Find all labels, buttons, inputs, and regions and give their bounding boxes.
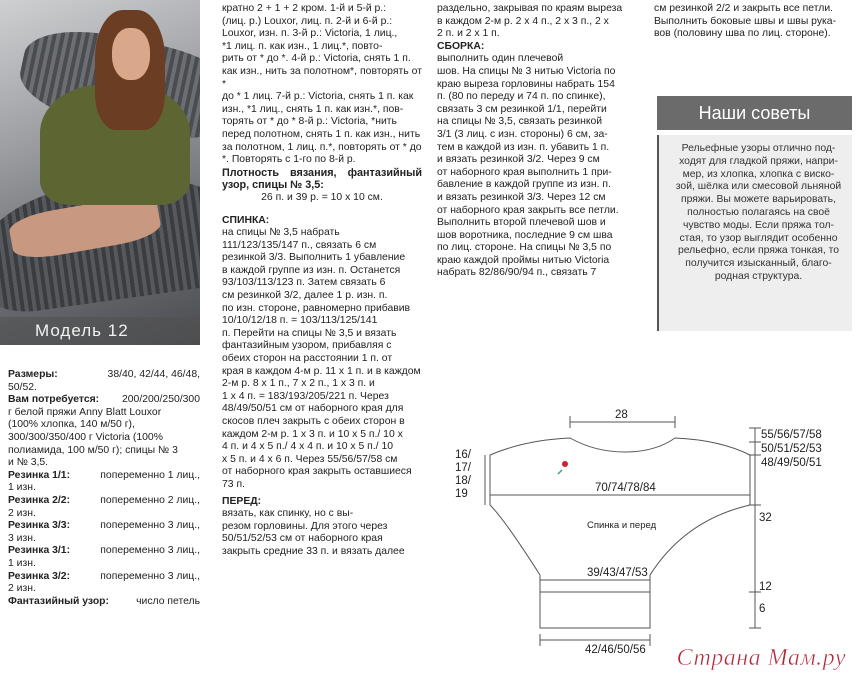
text-line: резинкой 3/3. Выполнить 1 убавление: [222, 252, 406, 264]
rib-cont: 3 изн.: [8, 532, 36, 544]
text-line: обеих сторон на расстоянии 1 п. от: [222, 353, 393, 365]
sizes-value-cont: 50/52.: [8, 381, 37, 393]
text-line: в каждой группе из изн. п. Останется: [222, 264, 401, 276]
rib-cont: 1 изн.: [8, 482, 36, 494]
dim-height-32: 32: [759, 512, 772, 524]
text-line: 10/10/12/18 п. = 103/113/125/141: [222, 315, 378, 327]
back-lines: [222, 227, 422, 491]
tips-box: [657, 135, 852, 331]
text-line: (лиц. р.) Louxor, лиц. п. 2-й и 6-й р.:: [222, 15, 393, 27]
text-line: на спицы № 3,5 набрать: [222, 227, 340, 239]
dim-left-2: 17/: [455, 462, 471, 474]
tip-line: родная структура.: [714, 270, 803, 282]
sizes-value: 38/40, 42/44, 46/48,: [107, 369, 200, 380]
text-line: Выполнить боковые швы и швы рука-: [654, 15, 837, 27]
text-line: от наборного края закрыть все петли.: [437, 204, 619, 216]
text-line: от наборного края выполнить 1 при-: [437, 166, 612, 178]
rib-label: Резинка 3/3:: [8, 520, 71, 532]
text-line: выполнить один плечевой: [437, 53, 564, 65]
pattern-label: Фантазийный узор:: [8, 595, 109, 607]
rib-text: попеременно 3 лиц.,: [100, 520, 200, 532]
tip-line: ходят для гладкой пряжи, напри-: [679, 155, 838, 167]
text-line: см резинкой 2/2 и закрыть все петли.: [654, 3, 834, 14]
rib-text: попеременно 3 лиц.,: [100, 570, 200, 582]
rib-text: попеременно 1 лиц.,: [100, 469, 200, 481]
finish-lines: [654, 3, 854, 41]
pattern-row: [8, 596, 200, 609]
text-line: 50/51/52/53 см от наборного края: [222, 533, 383, 545]
rib-row: [8, 470, 200, 483]
dim-width-lower: 39/43/47/53: [587, 567, 648, 579]
need-line: полиамида, 100 м/50 г); спицы № 3: [8, 444, 178, 456]
tips-lines: [673, 143, 844, 284]
text-line: от наборного края закрыть оставшиеся: [222, 466, 412, 478]
text-line: на спицы № 3,5, связать резинкой: [437, 116, 603, 128]
tip-line: рельефно, если пряжа тонкая, то: [677, 245, 840, 257]
text-line: фантазийным узором, прибавляя с: [222, 340, 392, 352]
text-line: п. (80 по переду и 74 п. по спинке),: [437, 91, 606, 103]
dim-right-3: 48/49/50/51: [761, 457, 822, 469]
column-pattern-back: [222, 3, 422, 559]
dim-left-4: 19: [455, 488, 468, 500]
text-line: 2 п. и 2 х 1 п.: [437, 28, 500, 40]
site-logo: [677, 645, 846, 672]
model-photo: [0, 0, 200, 345]
density-label: Плотность вязания, фантазийный узор, спицы № 3,5:: [222, 166, 422, 192]
text-line: по изн. стороне, равномерно прибавив: [222, 302, 411, 314]
dim-left-1: 16/: [455, 449, 471, 461]
dim-neck: 28: [615, 409, 628, 421]
text-line: каждом 2-м р. 1 х 3 п. и 10 х 5 п./ 10 х: [222, 428, 403, 440]
text-line: набрать 82/86/90/94 п., связать 7: [437, 267, 597, 279]
rib-cont: 2 изн.: [8, 583, 36, 595]
assembly-label: СБОРКА:: [437, 40, 485, 52]
text-line: и вязать резинкой 3/3. Через 12 см: [437, 191, 606, 203]
pattern-lines: [222, 3, 422, 167]
rib-text: попеременно 3 лиц.,: [100, 545, 200, 557]
text-line: вязать, как спинку, но с вы-: [222, 508, 354, 520]
text-line: 48/49/50/51 см от наборного края для: [222, 403, 404, 415]
text-line: тем в каждой из изн. п. убавить 1 п.: [437, 141, 610, 153]
front-cont-lines: [437, 3, 642, 41]
schematic-diagram: [445, 400, 860, 680]
piece-label: Спинка и перед: [587, 520, 657, 531]
rib-label: Резинка 3/1:: [8, 545, 71, 557]
tip-line: полностью полагаясь на своё: [687, 206, 830, 218]
text-line: 2-м р. 8 х 1 п., 7 х 2 п., 1 х 3 п. и: [222, 378, 375, 390]
text-line: Выполнить второй плечевой шов и: [437, 217, 606, 229]
dim-height-6: 6: [759, 603, 766, 615]
tip-line: Рельефные узоры отлично под-: [681, 143, 836, 154]
text-line: изн., *1 лиц., снять 1 п. как изн.*, пов-: [222, 103, 404, 115]
rib-row: [8, 571, 200, 584]
text-line: и вязать резинкой 3/2. Через 9 см: [437, 154, 600, 166]
text-line: закрыть средние 33 п. и вязать далее: [222, 545, 405, 557]
text-line: 73 п.: [222, 478, 245, 490]
dim-right-2: 50/51/52/53: [761, 443, 822, 455]
rib-cont: 2 изн.: [8, 507, 36, 519]
text-line: Louxor, изн. п. 3-й р.: Victoria, 1 лиц.,: [222, 28, 398, 40]
rib-cont: 1 изн.: [8, 557, 36, 569]
text-line: скосов плеч закрыть с обеих сторон в: [222, 416, 405, 427]
tip-line: мер, из хлопка, хлопка с виско-: [682, 168, 835, 180]
tip-line: пряжи. Вы можете варьировать,: [681, 194, 836, 206]
dim-left-3: 18/: [455, 475, 471, 487]
rib-row: [8, 520, 200, 533]
text-line: 3/1 (3 лиц. с изн. стороны) 6 см, за-: [437, 128, 608, 140]
tip-line: чувство моды. Если пряжа тол-: [682, 219, 835, 231]
text-line: 1 х 4 п. = 183/193/205/221 п. Через: [222, 390, 389, 402]
text-line: торять от * до * 8-й р.: Victoria, *нить: [222, 116, 397, 128]
text-line: краю каждой проймы нитью Victoria: [437, 254, 610, 266]
flower-icon: [558, 461, 568, 474]
column-finish: [654, 3, 854, 41]
text-line: х 5 п. и 4 х 6 п. Через 55/56/57/58 см: [222, 453, 398, 465]
need-value: 200/200/250/300: [121, 394, 200, 406]
text-line: *1 лиц. п. как изн., 1 лиц.*, повто-: [222, 40, 383, 52]
text-line: рить от * до *. 4-й р.: Victoria, снять 1 п.: [222, 53, 411, 65]
text-line: раздельно, закрывая по краям выреза: [437, 3, 623, 14]
text-line: краю выреза горловины набрать 154: [437, 78, 615, 90]
text-line: 4 п. и 4 х 5 п./ 4 х 4 п. и 10 х 5 п./ 10: [222, 441, 393, 453]
text-line: п. Перейти на спицы № 3,5 и вязать: [222, 327, 397, 339]
need-line: г белой пряжи Anny Blatt Louxor: [8, 406, 162, 418]
pattern-text: число петель: [136, 595, 200, 607]
assembly-lines: [437, 53, 642, 280]
text-line: резом горловины. Для этого через: [222, 520, 388, 532]
text-line: вов (половину шва по лиц. стороне).: [654, 28, 831, 40]
tip-line: стая, то узор выглядит особенно: [679, 232, 838, 244]
rib-row: [8, 545, 200, 558]
tip-line: зой, шёлка или смесовой льняной: [675, 181, 842, 193]
text-line: см резинкой 3/2, далее 1 р. изн. п.: [222, 290, 388, 302]
body-outline: [490, 438, 750, 628]
text-line: в каждом 2-м р. 2 х 4 п., 2 х 3 п., 2 х: [437, 15, 609, 27]
text-line: шов. На спицы № 3 нитью Victoria по: [437, 65, 616, 77]
rib-text: попеременно 2 лиц.,: [100, 494, 200, 506]
text-line: до * 1 лиц. 7-й р.: Victoria, снять 1 п. как: [222, 91, 414, 103]
text-line: шов воротника, последние 9 см шва: [437, 229, 613, 241]
model-label: Модель 12: [0, 317, 200, 345]
front-lines: [222, 508, 422, 558]
text-line: *. Повторять с 1-го по 8-й р.: [222, 154, 356, 166]
need-line: (100% хлопка, 140 м/50 г),: [8, 419, 135, 431]
tips-title: Наши советы: [657, 96, 852, 130]
rib-label: Резинка 2/2:: [8, 494, 71, 506]
rib-label: Резинка 1/1:: [8, 469, 71, 481]
need-label: Вам потребуется:: [8, 394, 100, 406]
column-materials: [8, 369, 200, 608]
text-line: 111/123/135/147 п., связать 6 см: [222, 239, 377, 251]
need-row: [8, 394, 200, 407]
tip-line: получится изысканный, благо-: [685, 258, 832, 270]
text-line: бавление в каждой группе из изн. п.: [437, 179, 611, 191]
logo-suffix: .ру: [816, 645, 846, 671]
rib-label: Резинка 3/2:: [8, 570, 71, 582]
sizes-label: Размеры:: [8, 369, 58, 380]
dim-height-12: 12: [759, 581, 772, 593]
text-line: кратно 2 + 1 + 2 кром. 1-й и 5-й р.:: [222, 3, 387, 14]
need-line: и № 3,5.: [8, 457, 49, 469]
text-line: по лиц. стороне. На спицы № 3,5 по: [437, 242, 612, 254]
sizes-row: [8, 369, 200, 382]
dim-width-main: 70/74/78/84: [595, 482, 656, 494]
front-label: ПЕРЕД:: [222, 495, 262, 507]
text-line: как изн., нить за полотном*, повторять от *: [222, 65, 422, 90]
text-line: края в каждом 4-м р. 11 х 1 п. и в каждом: [222, 365, 421, 377]
column-assembly: [437, 3, 642, 280]
text-line: за полотном, 1 лиц. п.*, повторять от * до: [222, 141, 422, 153]
need-line: 300/300/350/400 г Victoria (100%: [8, 431, 163, 443]
dim-width-bottom: 42/46/50/56: [585, 644, 646, 656]
rib-row: [8, 495, 200, 508]
density-text: 26 п. и 39 р. = 10 х 10 см.: [261, 191, 383, 203]
back-label: СПИНКА:: [222, 214, 270, 226]
dim-right-1: 55/56/57/58: [761, 429, 822, 441]
photo-model-face: [112, 28, 150, 80]
text-line: 93/103/113/123 п. Затем связать 6: [222, 277, 386, 289]
text-line: связать 3 см резинкой 1/1, перейти: [437, 103, 607, 115]
text-line: перед полотном, снять 1 п. как изн., нить: [222, 128, 421, 140]
logo-text: Страна Мам: [676, 645, 817, 671]
